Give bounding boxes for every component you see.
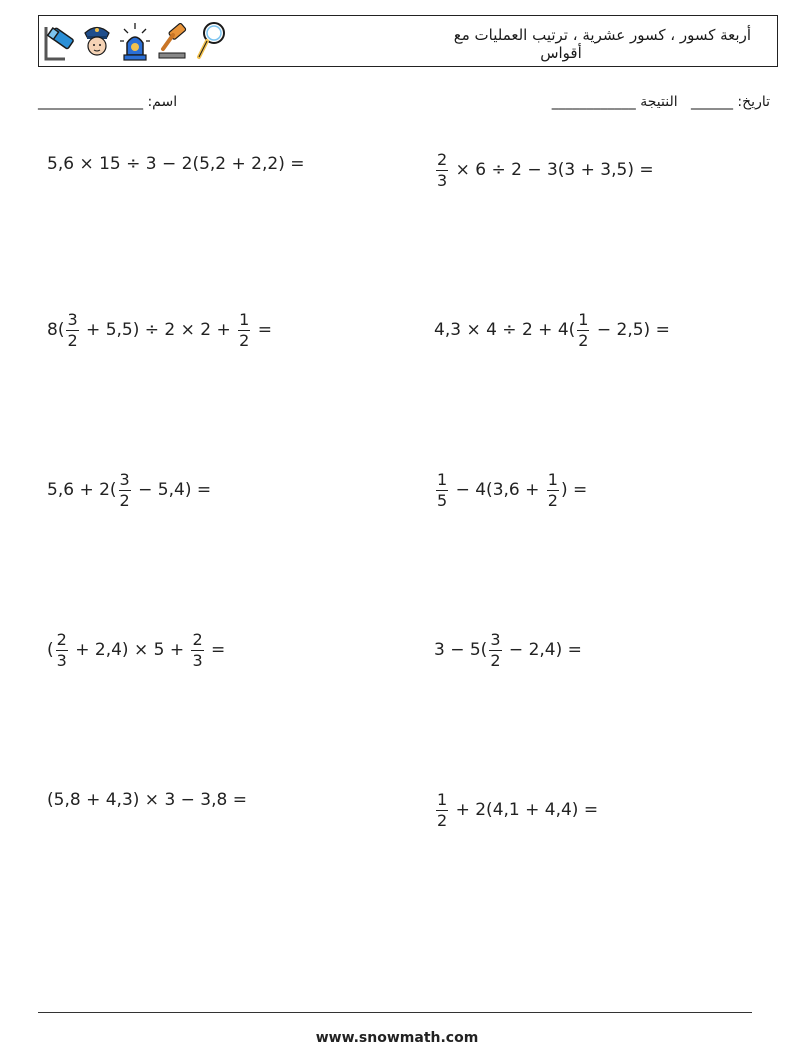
expression-text: 5,6 + 2( [47,480,117,500]
problem-5 [47,466,211,514]
fraction [577,311,589,350]
magnifier-icon [195,19,227,63]
footer-url: www.snowmath.com [315,1030,479,1046]
expression-text: = [205,640,226,660]
fraction-numerator: 3 [67,309,78,329]
expression-text: − 5,4) = [132,480,212,500]
fraction-numerator: 2 [437,149,448,169]
fraction [547,471,559,510]
expression-text: − 2,4) = [503,640,582,660]
title-line-1: أربعة كسور ، كسور عشرية ، ترتيب العمليات مع [453,26,751,44]
fraction [191,631,203,670]
name-label: اسم: [147,94,178,110]
problem-2 [434,146,654,194]
title-line-2: أقواس [540,44,582,62]
expression-text: − 4(3,6 + [450,480,545,500]
icon-strip [43,19,227,63]
fraction-denominator: 2 [119,490,130,510]
expression-text: 8( [47,320,65,340]
date-result-field [552,94,770,110]
problem-4 [434,306,670,354]
police-officer-icon [81,19,113,63]
result-label: النتيجة [640,94,678,110]
fraction-denominator: 2 [547,490,558,510]
expression-text: (5,8 + 4,3) × 3 − 3,8 = [47,790,247,810]
fraction-numerator: 2 [56,629,67,649]
date-label: تاريخ: [737,94,770,110]
name-field [38,94,177,110]
fraction [489,631,501,670]
expression-text: − 2,5) = [591,320,670,340]
problem-9 [47,776,247,824]
expression-text: 3 − 5( [434,640,488,660]
problem-10 [434,786,598,834]
worksheet-title [371,26,751,62]
expression-text: = [252,320,272,340]
fraction-numerator: 3 [490,629,501,649]
problem-6 [434,466,587,514]
expression-text: + 2,4) × 5 + [69,640,190,660]
expression-text: + 5,5) ÷ 2 × 2 + [80,320,237,340]
result-blank: ____________ [551,94,636,110]
expression-text: × 6 ÷ 2 − 3(3 + 3,5) = [450,160,654,180]
fraction-numerator: 1 [578,309,589,329]
fraction-numerator: 1 [437,469,448,489]
name-blank: _______________ [38,94,143,110]
fraction-denominator: 5 [437,490,448,510]
flashlight-icon [43,19,75,63]
fraction-numerator: 3 [119,469,130,489]
fraction-denominator: 2 [437,810,448,830]
fraction-denominator: 2 [239,330,250,350]
fraction-denominator: 2 [67,330,78,350]
fraction [56,631,68,670]
fraction-denominator: 3 [192,650,203,670]
problem-8 [434,626,582,674]
siren-icon [119,19,151,63]
problem-1 [47,140,305,188]
fraction-numerator: 1 [437,789,448,809]
footer-divider [38,1012,752,1013]
expression-text: 5,6 × 15 ÷ 3 − 2(5,2 + 2,2) = [47,154,305,174]
fraction-denominator: 3 [437,170,448,190]
fraction-numerator: 1 [239,309,250,329]
gavel-icon [157,19,189,63]
date-blank: ______ [690,94,733,110]
fraction [436,791,448,830]
fraction [238,311,250,350]
worksheet-header [38,15,778,67]
fraction-denominator: 2 [578,330,589,350]
fraction-denominator: 2 [490,650,501,670]
fraction-numerator: 2 [192,629,203,649]
expression-text: 4,3 × 4 ÷ 2 + 4( [434,320,576,340]
expression-text: ( [47,640,54,660]
fraction [119,471,131,510]
fraction [436,471,448,510]
expression-text: + 2(4,1 + 4,4) = [450,800,599,820]
fraction-denominator: 3 [56,650,67,670]
fraction [66,311,78,350]
fraction-numerator: 1 [547,469,558,489]
fraction [436,151,448,190]
problem-7 [47,626,225,674]
expression-text: ) = [560,480,588,500]
problem-3 [47,306,272,354]
